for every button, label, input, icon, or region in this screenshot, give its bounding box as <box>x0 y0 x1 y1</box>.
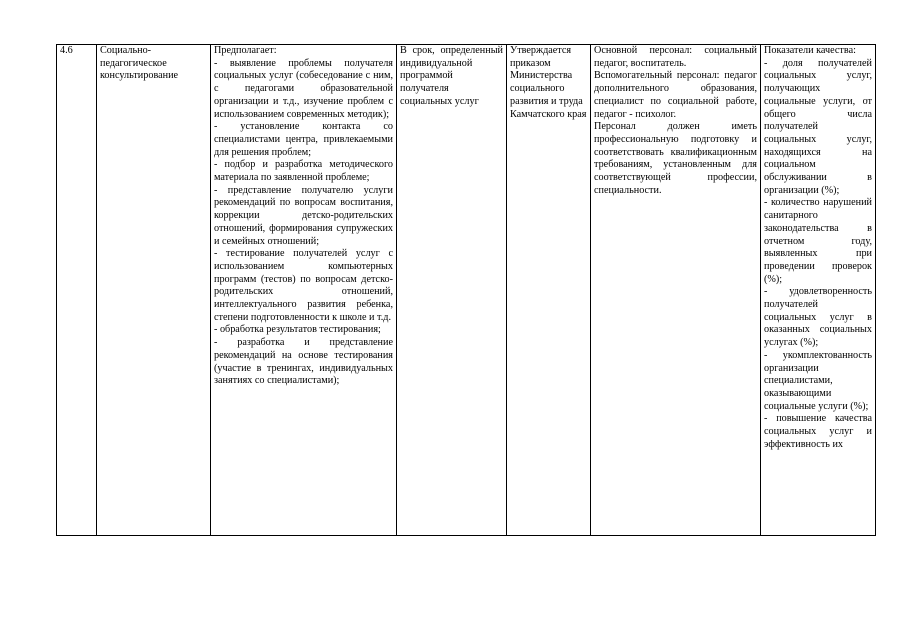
services-table <box>56 44 876 536</box>
term-cell <box>397 45 507 536</box>
service-name: Социально-педагогическое консультирование <box>100 45 179 82</box>
service-description: Предполагает: - выявление проблемы получателя социальных услуг (собеседование с ним, с педагогами образовательной организации и т.д., изучение проблем с использованием современных методик); - установление контакта со специалистами центра, привлекаемыми для решения проблем; - подбор и разработка методического материала по заявленной проблеме; - представление получателю услуги рекомендаций по вопросам воспитания, коррекции детско-родительских отношений, формирования супружеских и семейных отношений; - тестирование получателей услуг с использованием компьютерных программ (тестов) по вопросам детско-родительских отношений, интеллектуального развития ребенка, степени подготовленности к школе и т.д. - обработка результатов тестирования; - разработка и представление рекомендаций на основе тестирования (участие в тренингах, индивидуальных занятиях со специалистами); <box>214 45 393 387</box>
staff-main: Основной персонал: социальный педагог, воспитатель. <box>594 45 757 69</box>
service-term: В срок, определенный индивидуальной программой получателя социальных услуг <box>400 45 503 107</box>
service-standard: Утверждается приказом Министерства социального развития и труда Камчатского края <box>510 45 587 120</box>
standard-cell <box>507 45 591 536</box>
staff-requirements: Персонал должен иметь профессиональную подготовку и соответствовать квалификационным требованиям, установленным для соответствующей профессии, специальности. <box>594 121 757 196</box>
quality-indicators: Показатели качества: - доля получателей социальных услуг, получающих социальные услуги, от общего числа получателей социальных услуг, находящихся на социальном обслуживании в организации (%); - количество нарушений санитарного законодательства в отчетном году, выявленных при проведении проверок (%); - удовлетворенность получателей социальных услуг в оказанных социальных услугах (%); - укомплектованность организации специалистами, оказывающими социальные услуги (%); - повышение качества социальных услуг и эффективность их <box>764 45 872 450</box>
quality-cell <box>761 45 876 536</box>
service-name-cell <box>97 45 211 536</box>
staff-cell <box>591 45 761 536</box>
row-number-cell <box>57 45 97 536</box>
row-number: 4.6 <box>60 45 73 56</box>
staff-auxiliary: Вспомогательный персонал: педагог дополнительного образования, специалист по социальной работе, педагог - психолог. <box>594 70 757 120</box>
table-row <box>57 45 876 536</box>
description-cell <box>211 45 397 536</box>
